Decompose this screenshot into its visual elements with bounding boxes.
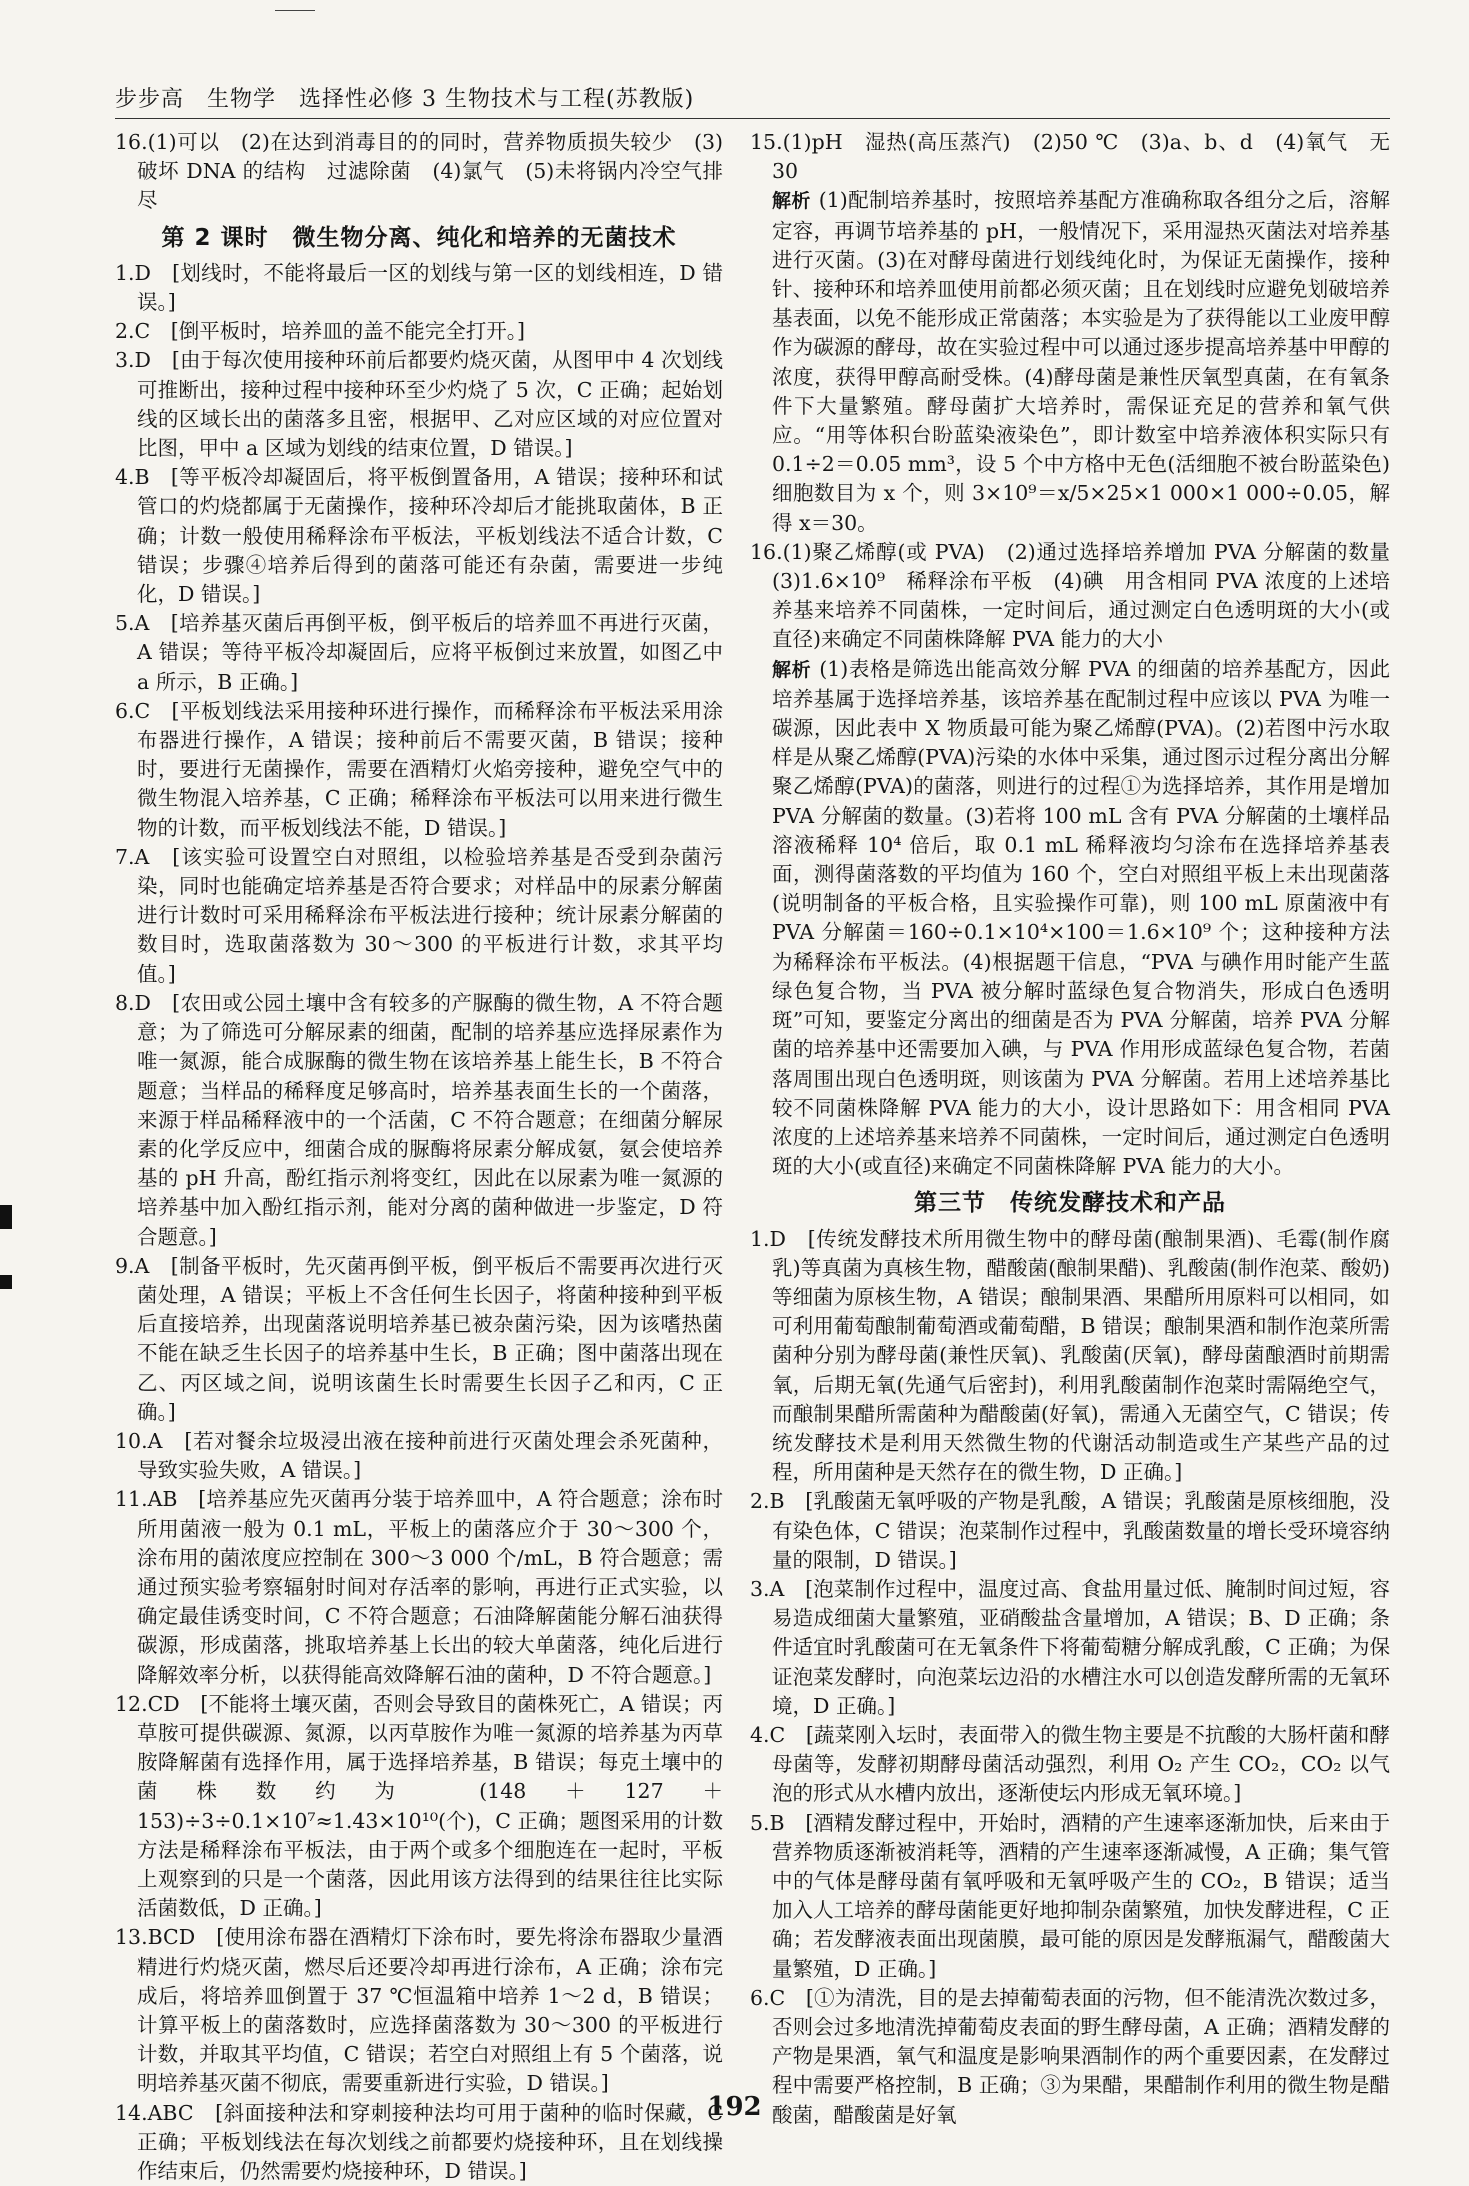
answer-item: 16.(1)聚乙烯醇(或 PVA) (2)通过选择培养增加 PVA 分解菌的数量 (3)1.6×10⁹ 稀释涂布平板 (4)碘 用含相同 PVA 浓度的上述培养基来培养不同菌株，一定时间后，通过测定白色透明斑的大小(或直径)来确定不同菌株降解 PVA 能力的大小 [750, 539, 1411, 652]
answer-item: 5.B [酒精发酵过程中，开始时，酒精的产生速率逐渐加快，后来由于营养物质逐渐被消耗等，酒精的产生速率逐渐减慢，A 正确；集气管中的气体是酵母菌有氧呼吸和无氧呼吸产生的 CO₂，B 错误；适当加入人工培养的酵母菌能更好地抑制杂菌繁殖，加快发酵进程，C 正确；若发酵液表面出现菌膜，最可能的原因是发酵瓶漏气，醋酸菌大量繁殖，D 正确。] [750, 1810, 1390, 1981]
explanation-text: (1)表格是筛选出能高效分解 PVA 的细菌的培养基配方，因此培养基属于选择培养基，该培养基在配制过程中应该以 PVA 为唯一碳源，因此表中 X 物质最可能为聚乙烯醇(PVA)。(2)若图中污水取样是从聚乙烯醇(PVA)污染的水体中采集，通过图示过程分离出分解聚乙烯醇(PVA)的菌落，则进行的过程①为选择培养，其作用是增加 PVA 分解菌的数量。(3)若将 100 mL 含有 PVA 分解菌的土壤样品溶液稀释 10⁴ 倍后，取 0.1 mL 稀释液均匀涂布在选择培养基表面，测得菌落数的平均值为 160 个，空白对照组平板上未出现菌落(说明制备的平板合格，且实验操作可靠)，则 100 mL 原菌液中有 PVA 分解菌＝160÷0.1×10⁴×100＝1.6×10⁹ 个；这种接种方法为稀释涂布平板法。(4)根据题干信息，“PVA 与碘作用时能产生蓝绿色复合物，当 PVA 被分解时蓝绿色复合物消失，形成白色透明斑”可知，要鉴定分离出的细菌是否为 PVA 分解菌，培养 PVA 分解菌的培养基中还需要加入碘，与 PVA 作用形成蓝绿色复合物，若菌落周围出现白色透明斑，则该菌为 PVA 分解菌。若用上述培养基比较不同菌株降解 PVA 能力的大小，设计思路如下：用含相同 PVA 浓度的上述培养基来培养不同菌株，一定时间后，通过测定白色透明斑的大小(或直径)来确定不同菌株降解 PVA 能力的大小。 [772, 656, 1390, 1179]
binding-mark [0, 1275, 12, 1289]
answer-item: 3.A [泡菜制作过程中，温度过高、食盐用量过低、腌制时间过短，容易造成细菌大量繁殖，亚硝酸盐含量增加，A 错误；B、D 正确；条件适宜时乳酸菌可在无氧条件下将葡萄糖分解成乳酸，C 正确；为保证泡菜发酵时，向泡菜坛边沿的水槽注水可以创造发酵所需的无氧环境，D 正确。] [750, 1576, 1390, 1718]
explanation-text: (1)配制培养基时，按照培养基配方准确称取各组分之后，溶解定容，再调节培养基的 pH，一般情况下，采用湿热灭菌法对培养基进行灭菌。(3)在对酵母菌进行划线纯化时，为保证无菌操作，接种针、接种环和培养皿使用前都必须灭菌；且在划线时应避免划破培养基表面，以免不能形成正常菌落；本实验是为了获得能以工业废甲醇作为碳源的酵母，故在实验过程中可以通过逐步提高培养基中甲醇的浓度，获得甲醇高耐受株。(4)酵母菌是兼性厌氧型真菌，在有氧条件下大量繁殖。酵母菌扩大培养时，需保证充足的营养和氧气供应。“用等体积台盼蓝染液染色”，即计数室中培养液体积实际只有 0.1÷2＝0.05 mm³，设 5 个中方格中无色(活细胞不被台盼蓝染色)细胞数目为 x 个，则 3×10⁹＝x/5×25×1 000×1 000÷0.05，解得 x＝30。 [772, 188, 1390, 535]
answer-item: 14.ABC [斜面接种法和穿刺接种法均可用于菌种的临时保藏，C 正确；平板划线法在每次划线之前都要灼烧接种环，且在划线操作结束后，仍然需要灼烧接种环，D 错误。] [115, 2100, 723, 2184]
answer-item: 15.(1)pH 湿热(高压蒸汽) (2)50 ℃ (3)a、b、d (4)氧气 无 30 [750, 130, 1411, 184]
answer-item: 1.D [划线时，不能将最后一区的划线与第一区的划线相连，D 错误。] [115, 260, 723, 315]
top-mark [275, 10, 315, 11]
answer-item: 6.C [平板划线法采用接种环进行操作，而稀释涂布平板法采用涂布器进行操作，A 错误；接种前后不需要灭菌，B 错误；接种时，要进行无菌操作，需要在酒精灯火焰旁接种，避免空气中的微生物混入培养基，C 正确；稀释涂布平板法可以用来进行微生物的计数，而平板划线法不能，D 错误。] [115, 698, 723, 840]
answer-item: 13.BCD [使用涂布器在酒精灯下涂布时，要先将涂布器取少量酒精进行灼烧灭菌，燃尽后还要冷却再进行涂布，A 正确；涂布完成后，将培养皿倒置于 37 ℃恒温箱中培养 1～2 d，B 错误；计算平板上的菌落数时，应选择菌落数为 30～300 的平板进行计数，并取其平均值，C 错误；若空白对照组上有 5 个菌落，说明培养基灭菌不彻底，需要重新进行实验，D 错误。] [115, 1925, 723, 2096]
explanation [750, 186, 1390, 537]
explanation-label: 解析 [772, 658, 812, 681]
right-column [750, 128, 1411, 2130]
running-header: 步步高 生物学 选择性必修 3 生物技术与工程(苏教版) [115, 87, 695, 112]
answer-item: 1.D [传统发酵技术所用微生物中的酵母菌(酿制果酒)、毛霉(制作腐乳)等真菌为真核生物，醋酸菌(酿制果醋)、乳酸菌(制作泡菜、酸奶)等细菌为原核生物，A 错误；酿制果酒、果醋所用原料可以相同，如可利用葡萄酿制葡萄酒或葡萄醋，B 错误；酿制果酒和制作泡菜所需菌种分别为酵母菌(兼性厌氧)、乳酸菌(厌氧)，酵母菌酿酒时前期需氧，后期无氧(先通气后密封)，利用乳酸菌制作泡菜时需隔绝空气，而酿制果醋所需菌种为醋酸菌(好氧)，需通入无菌空气，C 错误；传统发酵技术是利用天然微生物的代谢活动制造或生产某些产品的过程，所用菌种是天然存在的微生物，D 正确。] [750, 1226, 1390, 1485]
answer-item: 10.A [若对餐余垃圾浸出液在接种前进行灭菌处理会杀死菌种，导致实验失败，A 错误。] [115, 1428, 723, 1483]
section-heading: 第 2 课时 微生物分离、纯化和培养的无菌技术 [161, 224, 677, 251]
explanation-label: 解析 [772, 190, 811, 213]
left-column [115, 128, 723, 2186]
answer-item: 8.D [农田或公园土壤中含有较多的产脲酶的微生物，A 不符合题意；为了筛选可分解尿素的细菌，配制的培养基应选择尿素作为唯一氮源，能合成脲酶的微生物在该培养基上能生长，B 不符合题意；当样品的稀释度足够高时，培养基表面生长的一个菌落，来源于样品稀释液中的一个活菌，C 不符合题意；在细菌分解尿素的化学反应中，细菌合成的脲酶将尿素分解成氨，氨会使培养基的 pH 升高，酚红指示剂将变红，因此在以尿素为唯一氮源的培养基中加入酚红指示剂，能对分离的菌种做进一步鉴定，D 符合题意。] [115, 990, 723, 1249]
answer-item: 9.A [制备平板时，先灭菌再倒平板，倒平板后不需要再次进行灭菌处理，A 错误；平板上不含任何生长因子，将菌种接种到平板后直接培养，出现菌落说明培养基已被杂菌污染，因为该嗜热菌不能在缺乏生长因子的培养基中生长，B 正确；图中菌落出现在乙、丙区域之间，说明该菌生长时需要生长因子乙和丙，C 正确。] [115, 1253, 723, 1424]
answer-item: 2.C [倒平板时，培养皿的盖不能完全打开。] [115, 319, 525, 344]
answer-item: 2.B [乳酸菌无氧呼吸的产物是乳酸，A 错误；乳酸菌是原核细胞，没有染色体，C 错误；泡菜制作过程中，乳酸菌数量的增长受环境容纳量的限制，D 错误。] [750, 1489, 1390, 1572]
answer-item: 3.D [由于每次使用接种环前后都要灼烧灭菌，从图甲中 4 次划线可推断出，接种过程中接种环至少灼烧了 5 次，C 正确；起始划线的区域长出的菌落多且密，根据甲、乙对应区域的对应位置对比图，甲中 a 区域为划线的结束位置，D 错误。] [115, 348, 723, 461]
header-rule [115, 118, 1390, 119]
answer-item: 4.C [蔬菜刚入坛时，表面带入的微生物主要是不抗酸的大肠杆菌和酵母菌等，发酵初期酵母菌活动强烈，利用 O₂ 产生 CO₂，CO₂ 以气泡的形式从水槽内放出，逐渐使坛内形成无氧环境。] [750, 1722, 1390, 1806]
explanation [750, 655, 1390, 1182]
answer-item: 6.C [①为清洗，目的是去掉葡萄表面的污物，但不能清洗次数过多，否则会过多地清洗掉葡萄皮表面的野生酵母菌，A 正确；酒精发酵的产物是果酒，氧气和温度是影响果酒制作的两个重要因素，在发酵过程中需要严格控制，B 正确；③为果醋，果醋制作利用的微生物是醋酸菌，醋酸菌是好氧 [750, 1985, 1390, 2127]
answer-item: 12.CD [不能将土壤灭菌，否则会导致目的菌株死亡，A 错误；丙草胺可提供碳源、氮源，以丙草胺作为唯一氮源的培养基为丙草胺降解菌有选择作用，属于选择培养基，B 错误；每克土壤中的菌株数约为 (148＋127＋153)÷3÷0.1×10⁷≈1.43×10¹⁰(个)，C 正确；题图采用的计数方法是稀释涂布平板法，由于两个或多个细胞连在一起时，平板上观察到的只是一个菌落，因此用该方法得到的结果往往比实际活菌数低，D 正确。] [115, 1691, 723, 1921]
page-number: 192 [707, 2092, 762, 2122]
binding-mark [0, 1205, 12, 1229]
answer-item: 5.A [培养基灭菌后再倒平板，倒平板后的培养皿不再进行灭菌，A 错误；等待平板冷却凝固后，应将平板倒过来放置，如图乙中 a 所示，B 正确。] [115, 611, 723, 694]
answer-item: 4.B [等平板冷却凝固后，将平板倒置备用，A 错误；接种环和试管口的灼烧都属于无菌操作，接种环冷却后才能挑取菌体，B 正确；计数一般使用稀释涂布平板法，平板划线法不适合计数，C 错误；步骤④培养后得到的菌落可能还有杂菌，需要进一步纯化，D 错误。] [115, 465, 723, 607]
section-heading: 第三节 传统发酵技术和产品 [914, 1190, 1226, 1217]
answer-item: 7.A [该实验可设置空白对照组，以检验培养基是否受到杂菌污染，同时也能确定培养基是否符合要求；对样品中的尿素分解菌进行计数时可采用稀释涂布平板法进行接种；统计尿素分解菌的数目时，选取菌落数为 30～300 的平板进行计数，求其平均值。] [115, 844, 723, 986]
answer-item: 11.AB [培养基应先灭菌再分装于培养皿中，A 符合题意；涂布时所用菌液一般为 0.1 mL，平板上的菌落应介于 30～300 个，涂布用的菌浓度应控制在 300～3 000 个/mL，B 符合题意；需通过预实验考察辐射时间对存活率的影响，再进行正式实验，以确定最佳诱变时间，C 不符合题意；石油降解菌能分解石油获得碳源，形成菌落，挑取培养基上长出的较大单菌落，纯化后进行降解效率分析，以获得能高效降解石油的菌种，D 不符合题意。] [115, 1487, 723, 1687]
answer-item: 16.(1)可以 (2)在达到消毒目的的同时，营养物质损失较少 (3)破坏 DNA 的结构 过滤除菌 (4)氯气 (5)未将锅内冷空气排尽 [115, 130, 723, 213]
